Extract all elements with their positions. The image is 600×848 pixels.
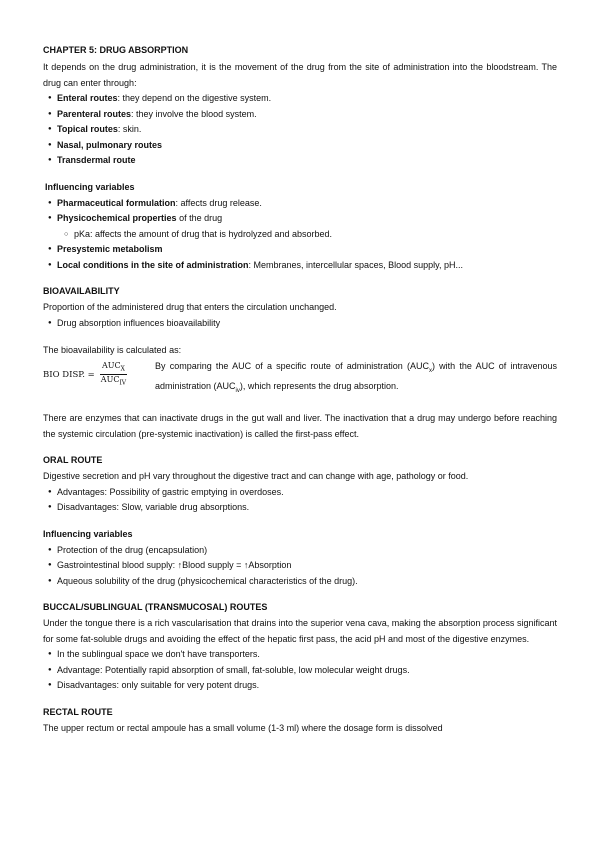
oral-variables-title: Influencing variables [43,528,133,539]
list-item: ● Protection of the drug (encapsulation) [43,543,557,559]
oral-variables-list [43,543,557,590]
oral-text: Digestive secretion and pH vary throughout the digestive tract and can change with age, pathology or food. [43,471,469,482]
rectal-text: The upper rectum or rectal ampoule has a small volume (1-3 ml) where the dosage form is dissolved [43,722,443,733]
influencing-list [43,196,557,274]
influencing-title: Influencing variables [45,181,135,192]
formula-explanation: By comparing the AUC of a specific route of administration $(AUC_x)$ with the AUC of intravenous administration $(AUC_{iv})$, which represents the drug absorption. [155,360,557,394]
bioavailability-title: BIOAVAILABILITY [43,286,120,296]
routes-list [43,91,557,169]
document-page [43,44,557,736]
buccal-list [43,647,557,694]
sub-list-item: ○ pKa: affects the amount of drug that is hydrolyzed and absorbed. [43,227,557,243]
list-item: ● Local conditions in the site of administration: Membranes, intercellular spaces, Blood supply, pH... [43,258,557,274]
calc-intro: The bioavailability is calculated as: [43,345,182,355]
chapter-title: CHAPTER 5: DRUG ABSORPTION [43,45,189,55]
list-item: ● Enteral routes: they depend on the digestive system. [43,91,557,107]
formula-row [43,359,557,400]
list-item: ● Topical routes: skin. [43,122,557,138]
oral-list [43,485,557,516]
list-item: ● Disadvantages: Slow, variable drug absorptions. [43,500,557,516]
list-item: ● Transdermal route [43,153,557,169]
buccal-title: BUCCAL/SUBLINGUAL (TRANSMUCOSAL) ROUTES [43,602,268,613]
list-item: ● In the sublingual space we don't have transporters. [43,647,557,663]
first-pass-paragraph: There are enzymes that can inactivate drugs in the gut wall and liver. The inactivation that a drug may undergo before reaching the systemic circulation (pre-systemic inactivation) is called the first-pass effect. [43,413,557,439]
list-item: ● Pharmaceutical formulation: affects drug release. [43,196,557,212]
bioavailability-list [43,316,557,332]
list-item: ● Physicochemical properties of the drug [43,211,557,227]
buccal-text: Under the tongue there is a rich vascularisation that drains into the superior vena cava, making the absorption process significant for some fat-soluble drugs and avoiding the effect of the hepatic first pass, the acid pH and most of the digestive enzymes. [43,618,557,644]
chapter-intro: It depends on the drug administration, it is the movement of the drug from the site of administration into the bloodstream. The drug can enter through: [43,62,557,88]
list-item: ● Drug absorption influences bioavailability [43,316,557,332]
list-item: ● Nasal, pulmonary routes [43,138,557,154]
list-item: ● Disadvantages: only suitable for very potent drugs. [43,678,557,694]
rectal-title: RECTAL ROUTE [43,706,113,717]
list-item: ● Advantage: Potentially rapid absorption of small, fat-soluble, low molecular weight drugs. [43,663,557,679]
bioavailability-definition: Proportion of the administered drug that enters the circulation unchanged. [43,302,337,312]
list-item: ● Advantages: Possibility of gastric emptying in overdoses. [43,485,557,501]
bioavailability-formula: BIO DISP. = $\frac{AUC_X}{AUC_{IV}}$ [43,360,127,387]
list-item: ● Presystemic metabolism [43,242,557,258]
list-item: ● Parenteral routes: they involve the blood system. [43,107,557,123]
list-item: ● Aqueous solubility of the drug (physicochemical characteristics of the drug). [43,574,557,590]
list-item: ● Gastrointestinal blood supply: ↑Blood supply = ↑Absorption [43,558,557,574]
oral-title: ORAL ROUTE [43,455,103,466]
